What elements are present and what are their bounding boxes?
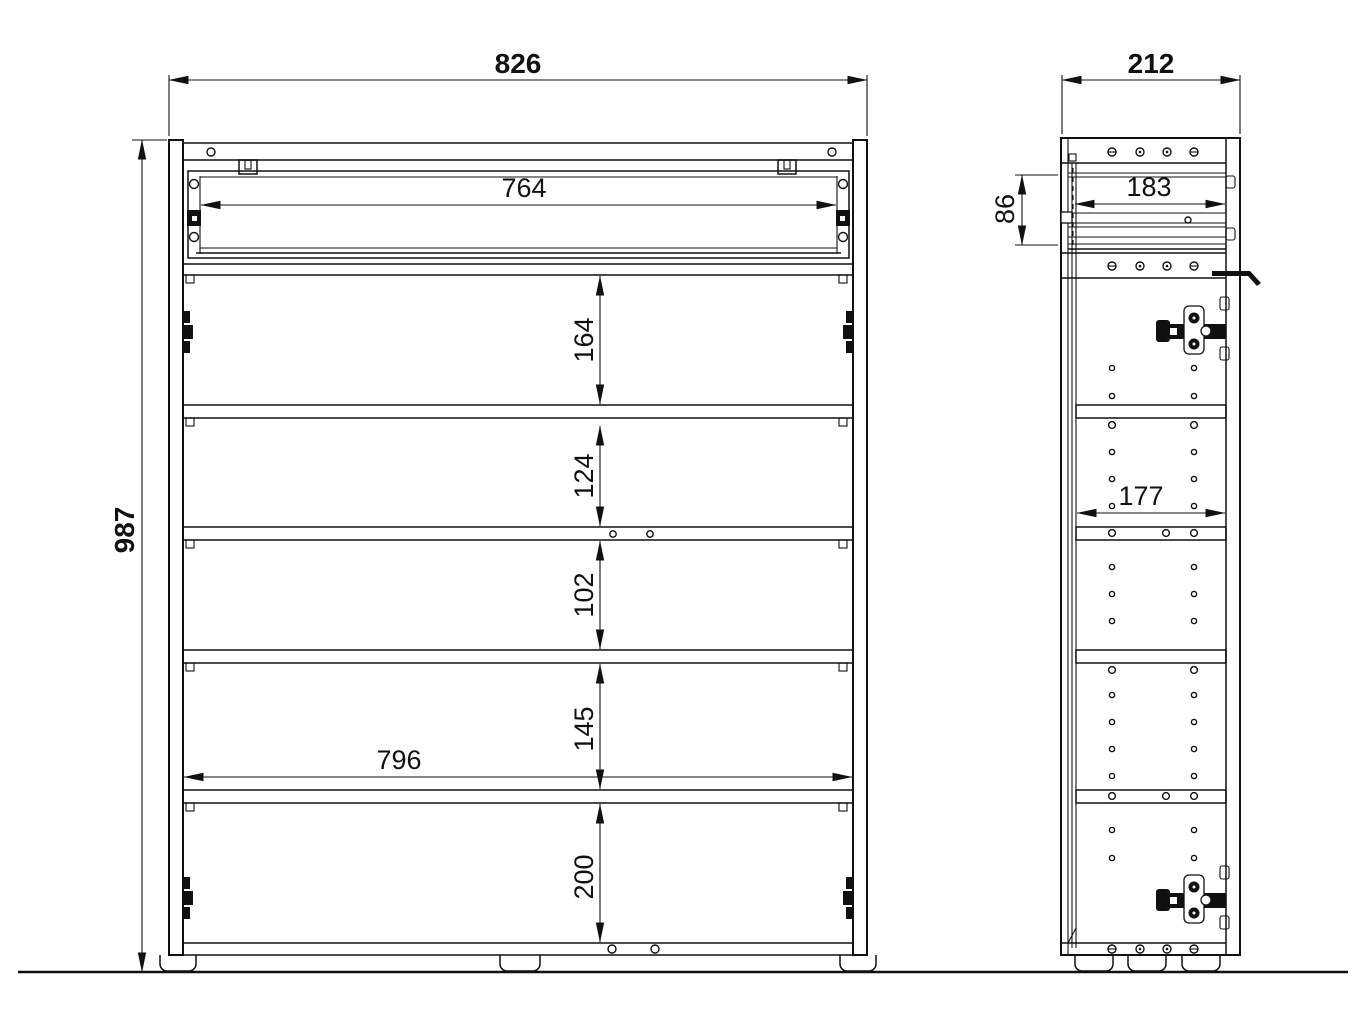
- dim-label-inner-depth: 177: [1118, 481, 1164, 511]
- dim-compartment-3: [569, 541, 600, 649]
- shelves: [183, 405, 853, 811]
- front-feet: [160, 955, 876, 971]
- dim-compartment-1: [569, 276, 600, 404]
- side-top-screws: [1108, 148, 1198, 156]
- dim-label-compartment-1: 164: [569, 317, 599, 363]
- hinge-top-left: [184, 311, 193, 353]
- dim-label-overall-depth: 212: [1127, 48, 1175, 79]
- hinge-bottom-left: [184, 877, 193, 919]
- dim-label-compartment-4: 145: [569, 706, 599, 752]
- front-top-rail: [183, 143, 853, 160]
- dim-label-compartment-5: 200: [569, 854, 599, 900]
- screw-hole: [207, 148, 215, 156]
- dim-drawer-inner-width: [201, 173, 836, 205]
- dim-drawer-height: [990, 175, 1058, 245]
- dim-label-drawer-height: 86: [990, 193, 1020, 225]
- shelf-pin-holes: [1109, 365, 1196, 860]
- dim-overall-depth: [1062, 48, 1240, 134]
- dim-compartment-5: [569, 804, 600, 942]
- dim-compartment-4: [569, 664, 600, 789]
- front-hinges: [184, 311, 852, 919]
- dim-label-overall-width: 826: [494, 48, 542, 79]
- dim-label-inner-width: 796: [376, 745, 422, 775]
- front-right-panel: [853, 140, 867, 955]
- hinge-top-right: [843, 311, 852, 353]
- dim-label-compartment-3: 102: [569, 572, 599, 618]
- side-band-screws: [1108, 262, 1198, 270]
- screw-hole: [828, 148, 836, 156]
- dim-inner-width: [184, 745, 852, 777]
- back-panel-edge: [1068, 163, 1076, 948]
- dim-label-drawer-inner-depth: 183: [1126, 172, 1172, 202]
- side-view: [990, 48, 1261, 971]
- side-feet: [1075, 955, 1220, 971]
- hinge-bottom-right: [843, 877, 852, 919]
- separator-board: [183, 264, 853, 275]
- dim-compartment-2: [569, 426, 600, 526]
- dim-overall-height: [109, 140, 167, 972]
- bottom-board: [183, 943, 853, 955]
- dim-label-drawer-inner-width: 764: [501, 173, 547, 203]
- dim-overall-width: [169, 48, 867, 136]
- side-hinge-top: [1156, 297, 1229, 360]
- front-view: [109, 48, 876, 972]
- front-left-panel: [169, 140, 183, 955]
- dim-label-overall-height: 987: [109, 506, 140, 554]
- side-outline: [1061, 138, 1240, 955]
- drawer-rail-clips: [239, 160, 796, 174]
- dim-label-compartment-2: 124: [569, 453, 599, 499]
- side-bottom-screws: [1108, 945, 1198, 953]
- dim-inner-depth: [1077, 481, 1225, 513]
- side-shelves: [1076, 405, 1226, 803]
- side-hinge-bottom: [1156, 866, 1229, 929]
